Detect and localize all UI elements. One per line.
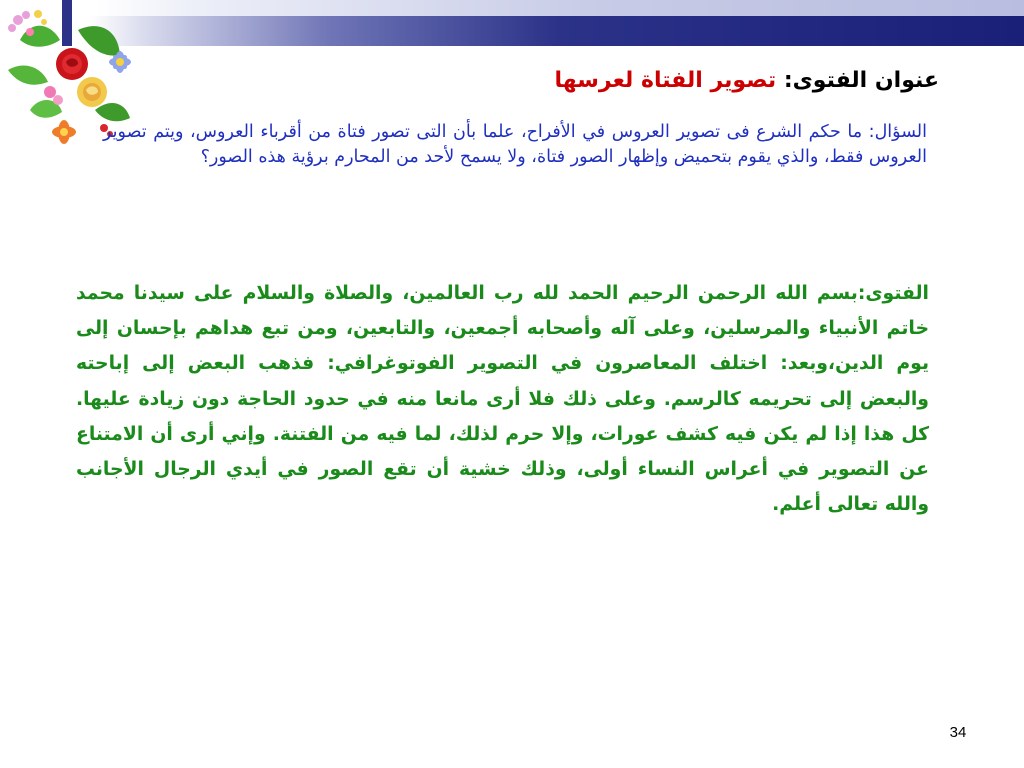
page-number: 34: [949, 724, 967, 741]
slide-title: [239, 66, 939, 96]
title-label: عنوان الفتوى:: [783, 68, 939, 93]
fatwa-text: الفتوى:بسم الله الرحمن الرحيم الحمد لله رب العالمين، والصلاة والسلام على سيدنا محمد خاتم الأنبياء والمرسلين، وعلى آله وأصحابه أجمعين، والتابعين، ومن تبع هداهم بإحسان إلى يوم الدين،وبعد: اختلف المعاصرون في التصوير الفوتوغرافي: فذهب البعض إلى إباحته والبعض إلى تحريمه كالرسم. وعلى ذلك فلا أرى مانعا منه في حدود الحاجة دون زيادة عليها. كل هذا إذا لم يكن فيه كشف عورات، وإلا حرم لذلك، لما فيه من الفتنة. وإني أرى أن الامتناع عن التصوير في أعراس النساء أولى، وذلك خشية أن تقع الصور في أيدي الرجال الأجانب والله تعالى أعلم.: [76, 283, 929, 516]
header-stripe: [0, 0, 1024, 16]
question-text: السؤال: ما حكم الشرع فى تصوير العروس في الأفراح، علما بأن التى تصور فتاة من أقرباء العروس، ويتم تصوير العروس فقط، والذي يقوم بتحميض وإظهار الصور فتاة، ولا يسمح لأحد من المحارم برؤية هذه الصور؟: [103, 122, 927, 167]
header-band: [0, 16, 1024, 46]
title-value: تصوير الفتاة لعرسها: [554, 68, 777, 93]
